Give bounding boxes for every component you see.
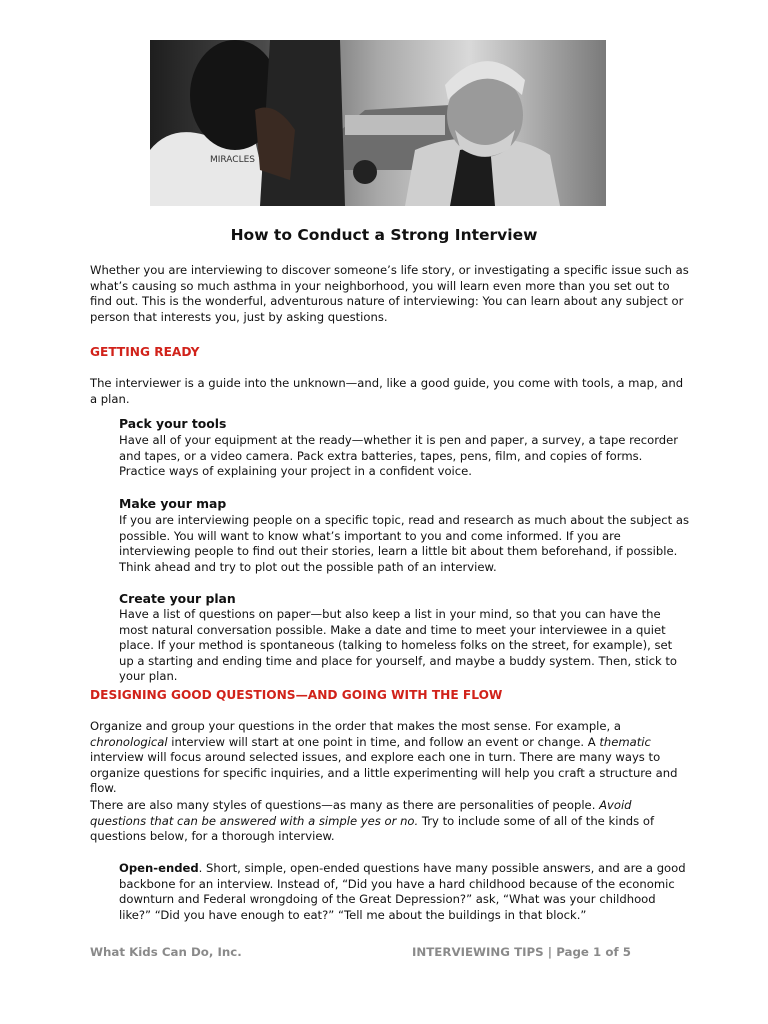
- organize-italic-chronological: chronological: [90, 734, 168, 749]
- make-map-paragraph: If you are interviewing people on a specific topic, read and research as much about the subject as possible. You will want to know what’s important to you and come informed. If you are interviewing people to find out their stories, learn a little bit about them beforehand, if possible. Think ahead and try to plot out the possible path of an interview.: [119, 513, 690, 574]
- intro-paragraph: Whether you are interviewing to discover someone’s life story, or investigating a specific issue such as what’s causing so much asthma in your neighborhood, you will learn even more than you set out to find out. This is the wonderful, adventurous nature of interviewing: You can learn about any subject or person that interests you, just by asking questions.: [90, 263, 689, 324]
- organize-italic-thematic: thematic: [599, 734, 651, 749]
- open-ended-label: Open-ended: [119, 861, 199, 875]
- create-plan-paragraph: Have a list of questions on paper—but also keep a list in your mind, so that you can have the most natural conversation possible. Make a date and time to meet your interviewee in a quiet place. If your method is spontaneous (talking to homeless folks on the street, for example), set up a starting and ending time and place for yourself, and maybe a buddy system. Then, stick to your plan.: [119, 607, 678, 684]
- organize-text-a: Organize and group your questions in the order that makes the most sense. For example, a: [90, 719, 622, 733]
- footer-page-info: INTERVIEWING TIPS | Page 1 of 5: [412, 945, 631, 959]
- subheading-create-plan: Create your plan: [119, 591, 236, 606]
- footer-org: What Kids Can Do, Inc.: [90, 945, 242, 959]
- section-heading-getting-ready: GETTING READY: [90, 345, 200, 359]
- shirt-text: MIRACLES: [210, 155, 256, 165]
- pack-tools-paragraph: Have all of your equipment at the ready—whether it is pen and paper, a survey, a tape recorder and tapes, or a video camera. Pack extra batteries, tapes, pens, film, and copies of forms. Practice ways of explaining your project in a confident voice.: [119, 433, 679, 479]
- subheading-pack-tools: Pack your tools: [119, 416, 227, 431]
- subheading-make-map: Make your map: [119, 496, 227, 511]
- organize-paragraph: [90, 719, 690, 797]
- styles-paragraph: [90, 798, 690, 845]
- organize-text-b: interview will start at one point in time, and follow an event or change. A: [167, 734, 600, 749]
- open-ended-paragraph: [119, 861, 690, 923]
- getting-ready-paragraph: The interviewer is a guide into the unknown—and, like a good guide, you come with tools, a map, and a plan.: [90, 376, 684, 406]
- page-title: How to Conduct a Strong Interview: [230, 226, 538, 244]
- header-photo: [150, 40, 606, 206]
- section-heading-designing-questions: DESIGNING GOOD QUESTIONS—AND GOING WITH THE FLOW: [90, 688, 503, 702]
- open-ended-text: . Short, simple, open-ended questions have many possible answers, and are a good backbone for an interview. Instead of, “Did you have a hard childhood because of the economic downturn and Federal wrongdoing of the Great Depression?” ask, “What was your childhood like?” “Did you have enough to eat?” “Tell me about the buildings in that block.”: [119, 861, 686, 922]
- styles-text-b: Try to include some of all of the kinds of questions below, for a thorough interview.: [90, 813, 655, 844]
- organize-text-c: interview will focus around selected issues, and explore each one in turn. There are many ways to organize questions for specific inquiries, and a little experimenting will help you craft a structure and flow.: [90, 750, 678, 796]
- styles-italic: Avoid questions that can be answered with a simple yes or no.: [90, 798, 632, 828]
- styles-text-a: There are also many styles of questions—as many as there are personalities of people.: [90, 798, 600, 812]
